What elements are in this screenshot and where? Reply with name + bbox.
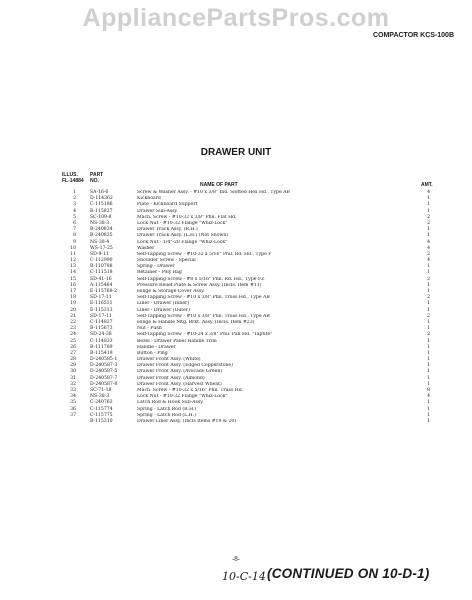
row-part-name: Self-Tapping Screw - #10 x 3/8" Phil. Truss Hd., Type AB bbox=[137, 313, 270, 319]
row-part-number: D-114362 bbox=[90, 196, 113, 202]
row-part-number: B-110788 bbox=[90, 264, 113, 270]
row-part-number: E-115313 bbox=[90, 307, 113, 313]
row-part-name: Drawer Track Assy. (L.H.) (Not Shown) bbox=[137, 233, 229, 239]
row-part-number: B-115827 bbox=[90, 208, 113, 214]
row-part-number: SC-71-18 bbox=[90, 388, 112, 393]
row-amount: 4 bbox=[427, 190, 430, 195]
row-illus: 18 bbox=[70, 295, 76, 301]
row-part-number: C-240763 bbox=[90, 400, 113, 406]
page-number: -8- bbox=[232, 556, 240, 563]
row-part-number: E-115768-2 bbox=[90, 289, 118, 294]
row-part-name: Screw & Washer Assy. - #10 x 3/8" Ind. Slotted Hex Hd., Type AB bbox=[137, 190, 290, 195]
part-header-line1: PART bbox=[90, 172, 104, 178]
row-amount: 1 bbox=[427, 381, 430, 387]
row-amount: 1 bbox=[427, 196, 430, 202]
handwritten-reference: 10-C-14 bbox=[222, 570, 266, 583]
row-illus: 11 bbox=[70, 251, 76, 257]
row-part-name: Mach. Screw - #10-32 x 5/16" Phil. Truss Hd. bbox=[137, 388, 244, 393]
row-amount: 1 bbox=[427, 227, 430, 233]
row-illus: 34 bbox=[70, 394, 76, 400]
row-part-name: Lock Nut - #10-32 Flange "Whiz-Lock" bbox=[137, 394, 228, 400]
row-amount: 4 bbox=[427, 239, 430, 245]
row-illus: 25 bbox=[70, 338, 76, 344]
row-amount: 2 bbox=[427, 313, 430, 319]
row-part-name: Drawer Sub-Assy. bbox=[137, 208, 178, 214]
row-part-name: Handle - Drawer bbox=[137, 344, 176, 350]
row-part-name: Self-Tapping Screw - #10-32 x 5/16" Phil. Rd. Hd., Type F bbox=[137, 251, 272, 257]
row-part-number: SD-41-16 bbox=[90, 276, 112, 282]
row-amount: 1 bbox=[427, 282, 430, 288]
row-illus: 22 bbox=[70, 319, 76, 325]
row-illus: 35 bbox=[70, 400, 76, 406]
row-illus: 27 bbox=[70, 350, 76, 356]
row-part-name: Button - Ping bbox=[137, 350, 168, 356]
row-amount: 4 bbox=[427, 258, 430, 264]
row-part-name: Nut - Push bbox=[137, 326, 162, 332]
row-illus: 15 bbox=[70, 276, 76, 282]
row-amount: 2 bbox=[427, 220, 430, 226]
row-illus: 32 bbox=[70, 381, 76, 387]
continued-note: (CONTINUED ON 10-D-1) bbox=[267, 566, 430, 581]
row-part-number: C-115775 bbox=[90, 412, 113, 418]
row-part-number: D-240587-7 bbox=[90, 375, 118, 381]
row-illus: 21 bbox=[70, 313, 76, 319]
row-part-name: Drawer Front Assy. (Avocado Green) bbox=[137, 369, 223, 375]
row-part-name: Drawer Liner Assy. (Incls Items #19 & 20) bbox=[137, 418, 237, 424]
row-part-name: Liner - Drawer (Inner) bbox=[137, 301, 190, 307]
row-part-number: C-115774 bbox=[90, 406, 113, 412]
illus-header-line2: FL-14884 bbox=[62, 178, 84, 184]
row-part-number: SD-17-11 bbox=[90, 295, 112, 301]
row-part-name: Hinge & Handle Mtg. Brkt. Assy. (Incls. Item #23) bbox=[137, 319, 255, 325]
row-part-number: C-114833 bbox=[90, 338, 113, 344]
row-part-number: D-240585-1 bbox=[90, 357, 118, 363]
row-part-number: C-115186 bbox=[90, 202, 113, 208]
section-title: DRAWER UNIT bbox=[200, 147, 272, 158]
row-part-number: B-115673 bbox=[90, 326, 113, 332]
row-part-name: Liner - Drawer (Outer) bbox=[137, 307, 190, 313]
row-part-number: D-240587-8 bbox=[90, 381, 118, 387]
model-header: COMPACTOR KCS-100B bbox=[372, 32, 454, 39]
row-part-number: C-114827 bbox=[90, 319, 113, 325]
row-part-number: SD-24-38 bbox=[90, 332, 112, 338]
row-part-name: Lock Nut - #10-32 Flange "Whiz-Lock" bbox=[137, 220, 228, 226]
row-amount: 1 bbox=[427, 264, 430, 270]
row-part-name: Plate - Kickboard Support bbox=[137, 202, 198, 208]
row-illus: 10 bbox=[70, 245, 76, 251]
row-part-number: NS-38-3 bbox=[90, 394, 110, 400]
row-amount: 1 bbox=[427, 350, 430, 356]
row-illus: 1 bbox=[73, 190, 76, 195]
row-amount: 1 bbox=[427, 357, 430, 363]
row-part-number: SD-9-11 bbox=[90, 251, 109, 257]
row-part-number: A-115464 bbox=[90, 282, 113, 288]
row-part-name: Drawer Track Assy. (R.H.) bbox=[137, 227, 198, 233]
row-amount: 2 bbox=[427, 251, 430, 257]
row-illus: 16 bbox=[70, 282, 76, 288]
row-amount: 1 bbox=[427, 270, 430, 276]
row-part-name: Hinge & Storage Cover Assy. bbox=[137, 289, 205, 294]
row-amount: 1 bbox=[427, 375, 430, 381]
row-amount: 1 bbox=[427, 418, 430, 424]
row-part-number: D-240587-3 bbox=[90, 363, 118, 369]
row-amount: 4 bbox=[427, 394, 430, 400]
row-illus: 19 bbox=[70, 301, 76, 307]
row-part-number: SD-17-11 bbox=[90, 313, 112, 319]
row-part-name: Bezel - Drawer Panel Handle Trim bbox=[137, 338, 217, 344]
row-part-name: Pressure Relief Plate & Screw Assy. (Incls. Item #11) bbox=[137, 282, 262, 288]
row-amount: 1 bbox=[427, 344, 430, 350]
name-header: NAME OF PART bbox=[200, 182, 238, 188]
row-amount: 1 bbox=[427, 208, 430, 214]
table-row bbox=[60, 419, 440, 425]
row-amount: 1 bbox=[427, 233, 430, 239]
row-amount: 2 bbox=[427, 276, 430, 282]
row-part-number: WS-17-25 bbox=[90, 245, 113, 251]
row-amount: 1 bbox=[427, 301, 430, 307]
row-amount: 1 bbox=[427, 412, 430, 418]
row-illus: 17 bbox=[70, 289, 76, 294]
row-illus: 6 bbox=[73, 220, 76, 226]
row-part-number: B-111789 bbox=[90, 344, 113, 350]
row-part-name: Washer bbox=[137, 245, 155, 251]
row-illus: 14 bbox=[70, 270, 76, 276]
row-illus: 3 bbox=[73, 202, 76, 208]
watermark: AppliancePartsPros.com bbox=[82, 4, 390, 32]
row-amount: 1 bbox=[427, 289, 430, 294]
row-part-number: NS-38-4 bbox=[90, 239, 110, 245]
row-part-number: SC-109-8 bbox=[90, 214, 112, 220]
row-illus: 20 bbox=[70, 307, 76, 313]
row-part-number: C-112990 bbox=[90, 258, 113, 264]
row-amount: 1 bbox=[427, 202, 430, 208]
row-part-number: D-240587-5 bbox=[90, 369, 118, 375]
row-illus: 4 bbox=[73, 208, 76, 214]
row-part-name: Self-Tapping Screw - #10 x 3/8" Phil. Truss Hd., Type AB bbox=[137, 295, 270, 301]
row-part-number: B-115419 bbox=[90, 350, 113, 356]
row-amount: 1 bbox=[427, 319, 430, 325]
row-part-number: SA-16-6 bbox=[90, 190, 109, 195]
row-part-name: Shoulder Screw - Special bbox=[137, 258, 196, 264]
row-illus: 30 bbox=[70, 369, 76, 375]
row-part-name: Kickboard bbox=[137, 196, 161, 202]
row-amount: 1 bbox=[427, 307, 430, 313]
row-amount: 4 bbox=[427, 245, 430, 251]
parts-table bbox=[60, 190, 440, 425]
row-amount: 1 bbox=[427, 338, 430, 344]
row-illus: 13 bbox=[70, 264, 76, 270]
row-illus: 24 bbox=[70, 332, 76, 338]
row-amount: 2 bbox=[427, 295, 430, 301]
row-amount: 1 bbox=[427, 363, 430, 369]
row-illus: 12 bbox=[70, 258, 76, 264]
row-part-number: B-115310 bbox=[90, 418, 113, 424]
part-header-line2: NO. bbox=[90, 178, 99, 184]
row-illus: 28 bbox=[70, 357, 76, 363]
row-part-name: Drawer Front Assy. (Edged Copperstone) bbox=[137, 363, 233, 369]
row-illus: 31 bbox=[70, 375, 76, 381]
row-part-number: NS-38-3 bbox=[90, 220, 110, 226]
row-part-name: Spring - Latch Rod (R.H.) bbox=[137, 406, 197, 412]
row-part-name: Mach. Screw - #10-32 x 3/8" Phil. Flat Hd. bbox=[137, 214, 237, 220]
row-part-name: Lock Nut - 1/4"-20 Flange "Whiz-Lock" bbox=[137, 239, 228, 245]
row-illus: 8 bbox=[73, 233, 76, 239]
row-illus: 33 bbox=[70, 388, 76, 393]
row-amount: 1 bbox=[427, 406, 430, 412]
row-part-number: E-116511 bbox=[90, 301, 113, 307]
row-illus: 29 bbox=[70, 363, 76, 369]
row-part-number: B-240835 bbox=[90, 233, 113, 239]
row-part-name: Self-Tapping Screw - #10-24 x 3/8" Phil. Pan Hd. "Taptite" bbox=[137, 332, 273, 338]
row-part-number: B-240834 bbox=[90, 227, 113, 233]
row-illus: 2 bbox=[73, 196, 76, 202]
row-illus: 37 bbox=[70, 412, 76, 418]
row-part-name: Spring - Latch Rod (L.H.) bbox=[137, 412, 196, 418]
row-illus: 5 bbox=[73, 214, 76, 220]
row-part-name: Retainer - Poly Bag bbox=[137, 270, 182, 276]
row-amount: 8 bbox=[427, 388, 430, 393]
row-part-number: C-111518 bbox=[90, 270, 113, 276]
row-amount: 2 bbox=[427, 214, 430, 220]
row-amount: 2 bbox=[427, 332, 430, 338]
row-illus: 7 bbox=[73, 227, 76, 233]
row-amount: 1 bbox=[427, 326, 430, 332]
row-part-name: Drawer Front Assy. (Harvest Wheat) bbox=[137, 381, 222, 387]
row-illus: 23 bbox=[70, 326, 76, 332]
row-part-name: Drawer Front Assy. (Almond) bbox=[137, 375, 205, 381]
row-part-name: Drawer Front Assy. (White) bbox=[137, 357, 201, 363]
row-amount: 1 bbox=[427, 369, 430, 375]
row-part-name: Latch Rod & Hook Sub-Assy. bbox=[137, 400, 204, 406]
row-illus: 26 bbox=[70, 344, 76, 350]
row-part-name: Self-Tapping Screw - #8 x 5/16" Phil. Rd. Hd., Type FZ bbox=[137, 276, 265, 282]
row-illus: 9 bbox=[73, 239, 76, 245]
amount-header: AMT. bbox=[421, 182, 433, 188]
illus-header-line1: ILLUS. bbox=[62, 172, 78, 178]
row-illus: 36 bbox=[70, 406, 76, 412]
row-amount: 1 bbox=[427, 400, 430, 406]
row-part-name: Spring - Drawer bbox=[137, 264, 175, 270]
